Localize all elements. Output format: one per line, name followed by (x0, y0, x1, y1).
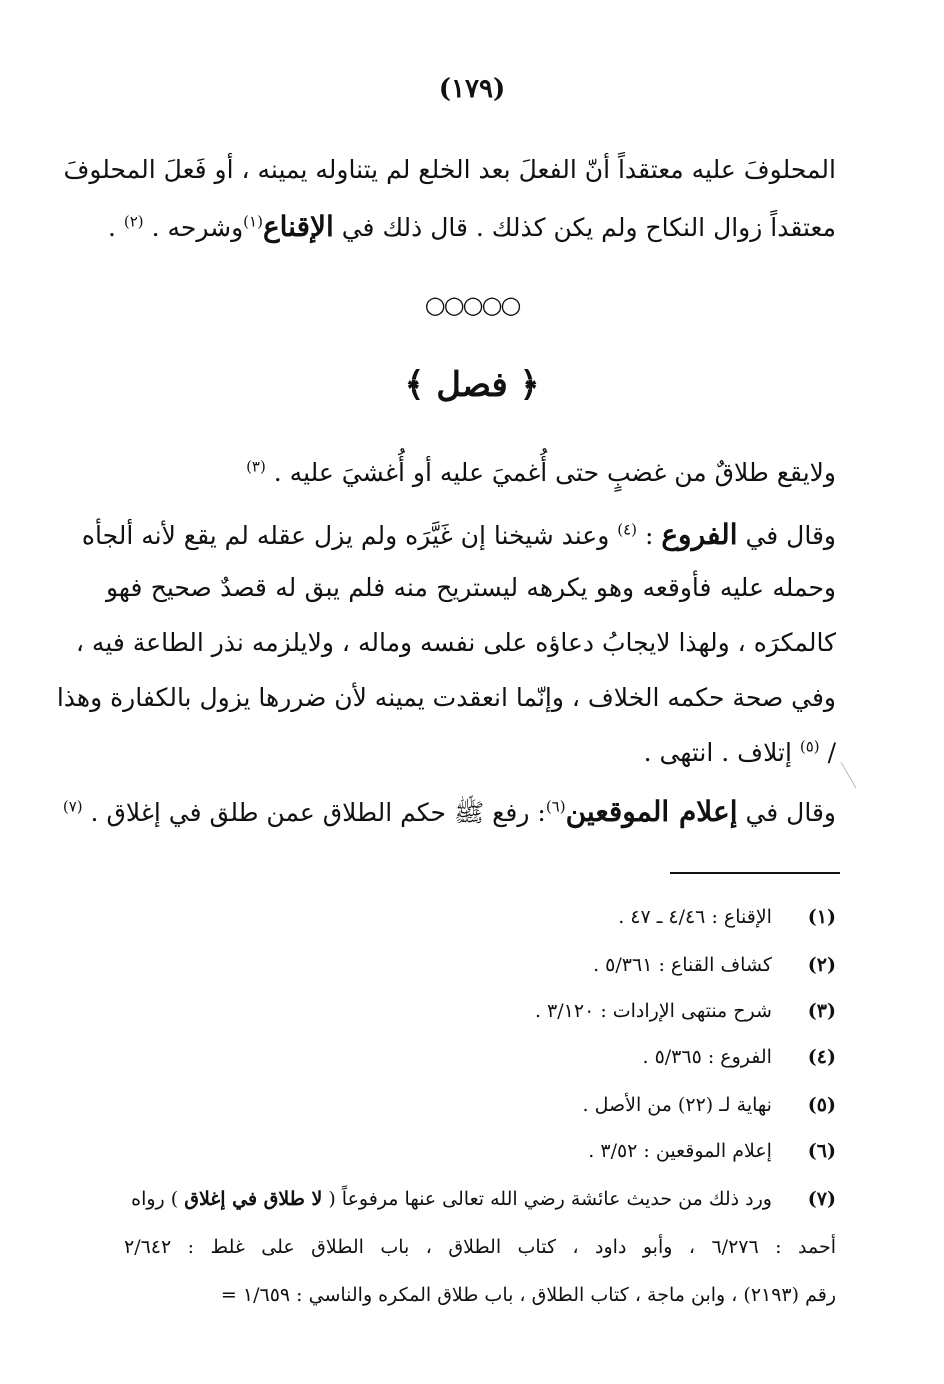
footnote-7-text-a: ورد ذلك من حديث عائشة رضي الله تعالى عنها مرفوعاً ( (322, 1188, 772, 1210)
footnote-ref-7[interactable]: (٧) (62, 797, 83, 816)
intro-line-1: المحلوفَ عليه معتقداً أنّ الفعلَ بعد الخلع لم يتناوله يمينه ، أو فَعلَ المحلوفَ (63, 155, 836, 184)
footnote-5 (106, 1094, 836, 1116)
footnote-number: (١) (807, 906, 836, 928)
footnote-text: الفروع : ٥/٣٦٥ . (642, 1046, 772, 1068)
book-title-furu: الفروع (661, 518, 738, 551)
body-line-2-text-a: وقال في (737, 521, 836, 550)
scan-mark (841, 762, 858, 789)
body-line-4: كالمكرَه ، ولهذا لايجابُ دعاؤه على نفسه وماله ، ولايلزمه نذر الطاعة فيه ، (75, 628, 836, 657)
book-title-iqna: الإقناع (262, 210, 334, 243)
section-heading: ﴿ فصل ﴾ (404, 365, 540, 405)
footnote-text: الإقناع : ٤/٤٦ ـ ٤٧ . (618, 906, 772, 928)
footnote-ref-1[interactable]: (١) (243, 212, 263, 231)
book-title-ilam: إعلام الموقعين (565, 795, 738, 828)
hadith-quote: لا طلاق في إغلاق (184, 1188, 323, 1210)
body-line-6-text: إتلاف . انتهى . (643, 738, 800, 767)
footnote-2 (106, 954, 836, 976)
body-line-7-text-b: : رفع ﷺ حكم الطلاق عمن طلق في إغلاق . (82, 798, 546, 827)
body-line-1 (106, 458, 836, 487)
body-line-3: وحمله عليه فأوقعه وهو يكرهه ليستريح منه فلم يبق له قصدٌ صحيح فهو (106, 573, 836, 602)
intro-line-2 (106, 210, 836, 243)
footnote-1 (106, 906, 836, 928)
intro-line-2-text-b: وشرحه . (143, 213, 244, 242)
footnote-number: (٦) (807, 1140, 836, 1162)
footnote-text: شرح منتهى الإرادات : ٣/١٢٠ . (534, 1000, 772, 1022)
body-line-5: وفي صحة حكمه الخلاف ، وإنّما انعقدت يمينه لأن ضررها يزول بالكفارة وهذا (56, 683, 836, 712)
footnote-ref-3[interactable]: (٣) (246, 457, 266, 476)
footnote-7-text-b: ) رواه (131, 1188, 185, 1210)
intro-line-2-text-c: . (107, 213, 124, 242)
footnote-separator-rule (670, 872, 840, 874)
page-number: (١٧٩) (438, 74, 506, 104)
body-line-6-slash: / (819, 738, 836, 767)
body-line-2 (81, 518, 836, 551)
intro-line-2-text-a: معتقداً زوال النكاح ولم يكن كذلك . قال ذلك في (333, 213, 836, 242)
footnote-7 (106, 1188, 836, 1210)
footnote-number: (٧) (807, 1188, 836, 1210)
footnote-4 (106, 1046, 836, 1068)
footnote-ref-6[interactable]: (٦) (545, 797, 566, 816)
body-line-2-text-c: وعند شيخنا إن غَيَّرَه ولم يزل عقله لم يقع لأنه ألجأه (81, 521, 618, 550)
footnote-ref-2[interactable]: (٢) (123, 212, 144, 231)
body-line-2-text-b: : (637, 521, 662, 550)
footnote-text: كشاف القناع : ٥/٣٦١ . (593, 954, 772, 976)
body-line-7 (62, 795, 836, 834)
footnote-text: إعلام الموقعين : ٣/٥٢ . (588, 1140, 772, 1162)
footnote-text (131, 1188, 772, 1210)
footnote-number: (٢) (807, 954, 836, 976)
body-line-7-text-a: وقال في (737, 798, 836, 827)
footnote-number: (٤) (807, 1046, 836, 1068)
footnote-ref-4[interactable]: (٤) (617, 520, 638, 539)
footnote-6 (106, 1140, 836, 1162)
footnote-number: (٣) (807, 1000, 836, 1022)
body-line-6 (106, 738, 836, 767)
footnote-number: (٥) (807, 1094, 836, 1116)
footnote-text: نهاية لـ (٢٢) من الأصل . (582, 1094, 772, 1116)
footnote-3 (106, 1000, 836, 1022)
footnote-7-continued-1: أحمد : ٦/٢٧٦ ، وأبو داود ، كتاب الطلاق ، باب الطلاق على غلط : ٢/٦٤٢ (124, 1236, 836, 1258)
footnote-ref-5[interactable]: (٥) (799, 737, 820, 756)
section-separator-rings: ○○○○○ (424, 290, 520, 319)
body-line-1-text: ولايقع طلاقٌ من غضبٍ حتى أُغميَ عليه أو أُغشيَ عليه . (265, 458, 836, 487)
footnote-7-continued-2: رقم (٢١٩٣) ، وابن ماجة ، كتاب الطلاق ، باب طلاق المكره والناسي : ١/٦٥٩ = (220, 1284, 836, 1306)
